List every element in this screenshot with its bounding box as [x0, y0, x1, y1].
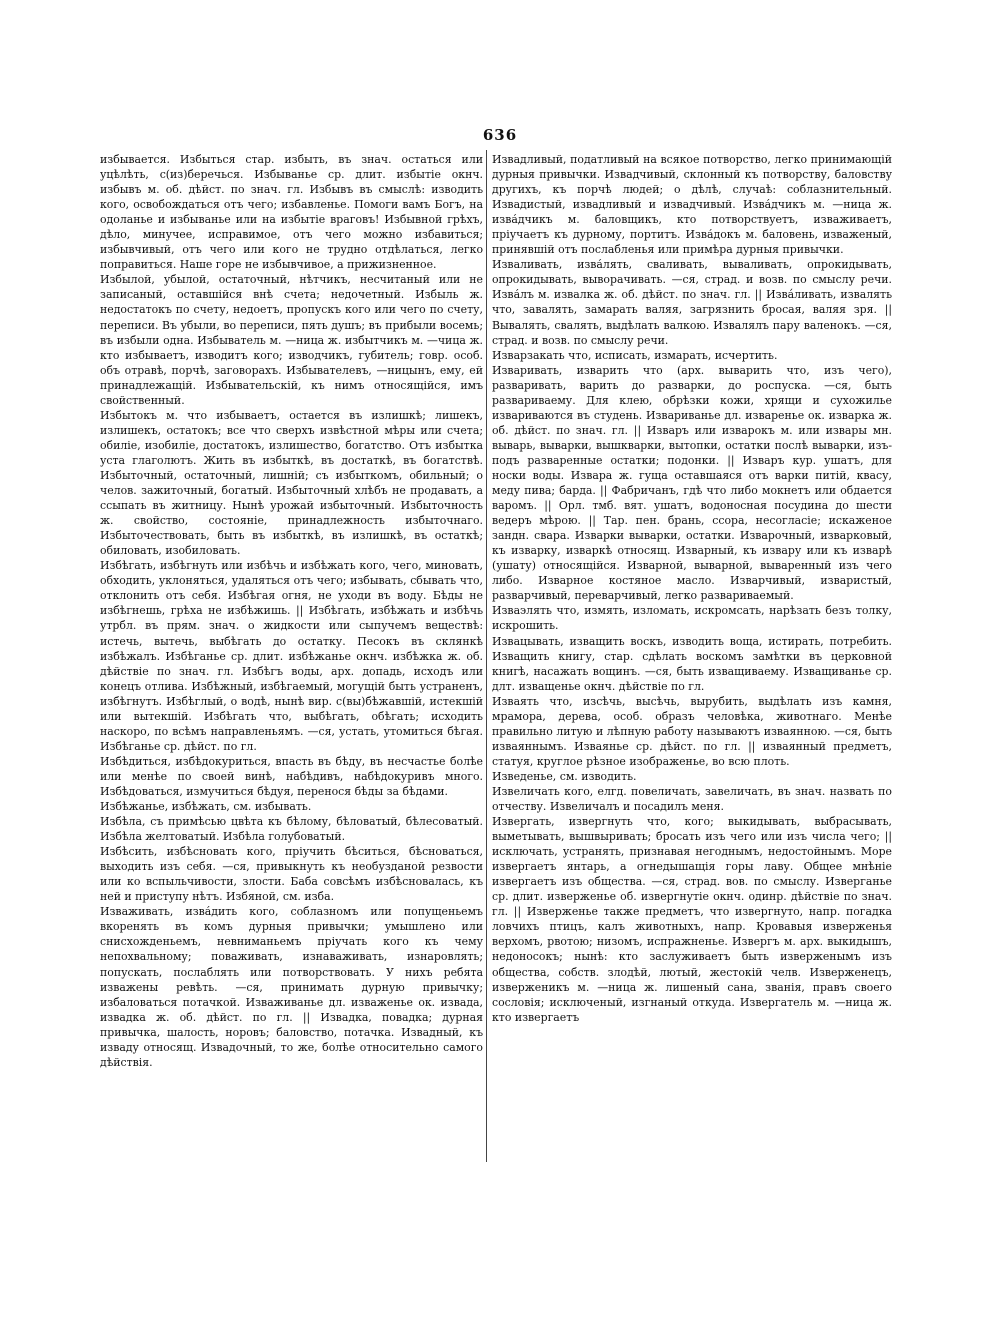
entry-paragraph: Избѣжанье, избѣжать, см. избывать. — [100, 800, 312, 814]
entry-paragraph: Изваривать, изварить что (арх. выварить что, изъ чего), разваривать, варить до разварки, до роспуска. —ся, быть развариваему. Для клею, обрѣзки кожи, хрящи и сухожилье извариваются въ студень. Извариванье дл. изваренье ок. изварка ж. об. дѣйст. по знач. гл. || Изваръ или изварокъ м. или извары мн. выварь, выварки, вышкварки, вытопки, остатки послѣ выварки, изъ-подъ разваренные остатки; подонки. || Изваръ кур. ушатъ, для носки воды. Извара ж. гуща оставшаяся отъ варки питій, квасу, меду пива; барда. || Фабричанъ, гдѣ что либо мокнетъ или обдается варомъ. || Орл. тмб. вят. ушатъ, водоносная посудина до шести ведеръ мѣрою. || Тар. пен. брань, ссора, несогласіе; искаженое зандн. свара. Изварки выварки, остатки. Изварочный, изварковый, къ изварку, изваркѣ относящ. Изварный, къ извару или къ изварѣ (ушату) относящійся. Изварной, выварной, вываренный изъ чего либо. Изварное костяное масло. Изварчивый, изваристый, разварчивый, переварчивый, легко развариваемый. — [492, 363, 892, 603]
entry-paragraph: Избѣсить, избѣсновать кого, пріучить бѣситься, бѣсноваться, выходить изъ себя. —ся, привыкнуть къ необузданой резвости или ко вспыльчивости, злости. Баба совсѣмъ избѣсновалась, къ ней и приступу нѣтъ. Избяной, см. изба. — [100, 845, 483, 904]
entry-paragraph: Избѣгать, избѣгнуть или избѣчь и избѣжать кого, чего, миновать, обходить, уклоняться, удаляться отъ чего; избывать, сбывать что, отклонить отъ себя. Избѣгая огня, не уходи въ воду. Бѣды не избѣгнешь, грѣха не избѣжишь. || Избѣгать, избѣжать и избѣчь утрбл. въ прям. знач. о жидкости или сыпучемъ веществѣ: истечь, вытечь, выбѣгать до остатку. Песокъ въ склянкѣ избѣжалъ. Избѣганье ср. длит. избѣжанье окнч. избѣжка ж. об. дѣйствіе по знач. гл. Избѣгъ воды, арх. допадь, исходъ или конецъ отлива. Избѣжный, избѣгаемый, могущій быть устраненъ, избѣгнутъ. Избѣглый, о водѣ, нынѣ вир. с(вы)бѣжавшій, истекшій или вытекшій. Избѣгать что, выбѣгать, обѣгать; исходить наскоро, по всѣмъ направленьямъ. —ся, устать, утомиться бѣгая. Избѣганье ср. дѣйст. по гл. — [100, 559, 483, 753]
entry-paragraph: Извацывать, изващить воскъ, изводить воща, истирать, потребить. Изващить книгу, стар. сдѣлать воскомъ замѣтки въ церковной книгѣ, насажать вощинъ. —ся, быть изващиваему. Изващиванье ср. длт. изващенье окнч. дѣйствіе по гл. — [492, 634, 892, 693]
page-number: 636 — [482, 126, 518, 144]
entry-paragraph: Извергать, извергнуть что, кого; выкидывать, выбрасывать, выметывать, вышвыривать; бросать изъ чего или изъ числа чего; || исключать, устранять, признавая негоднымъ, недостойнымъ. Море извергаетъ янтарь, а огнедышащія горы лаву. Общее мнѣніе извергаетъ изъ общества. —ся, страд. вов. по смыслу. Изверганье ср. длит. изверженье об. извергнутіе окнч. одинр. дѣйствіе по знач. гл. || Изверженье также предметъ, что извергнуто, напр. погадка ловчихъ птицъ, калъ животныхъ, напр. Кровавыя изверженья верхомъ, рвотою; низомъ, испражненье. Извергъ м. арх. выкидышъ, недоносокъ; нынѣ: кто заслуживаетъ быть изверженымъ изъ общества, собств. злодѣй, лютый, жестокій челв. Изверженецъ, изверженикъ м. —ница ж. лишеный сана, званія, правъ своего сословія; исключеный, изгнаный откуда. Извергатель м. —ница ж. кто извергаетъ — [492, 815, 892, 1024]
entry-paragraph: Извадливый, податливый на всякое потворство, легко принимающій дурныя привычки. Извадчивый, склонный къ потворству, баловству другихъ, къ порчѣ людей; о дѣлѣ, случаѣ: соблазнительный. Извадистый, извадливый и извадчивый. Изва́дчикъ м. —ница ж. изва́дчикъ м. баловщикъ, кто потворствуетъ, изваживаетъ, пріучаетъ къ дурному, портитъ. Изва́докъ м. баловень, изваженый, принявшій отъ послабленья или примѣра дурныя привычки. — [492, 153, 892, 257]
entry-paragraph: Изваживать, изва́дить кого, соблазномъ или попущеньемъ вкоренять въ комъ дурныя привычки; умышлено или снисхожденьемъ, невниманьемъ пріучать кого къ чему непохвальному; поваживать, изнаваживать, изнаровлять; попускать, послаблять или потворствовать. У нихъ ребята изважены ревѣть. —ся, принимать дурную привычку; избаловаться потачкой. Изваживанье дл. изваженье ок. извада, извадка ж. об. дѣйст. по гл. || Извадка, повадка; дурная привычка, шалость, норовъ; баловство, потачка. Извадный, къ изваду относящ. Извадочный, то же, болѣе относительно самого дѣйствія. — [100, 905, 483, 1069]
right-column — [492, 152, 892, 1025]
entry-paragraph: избывается. Избыться стар. избыть, въ знач. остаться или уцѣлѣть, с(из)беречься. Избыванье ср. длит. избытіе окнч. избывъ м. об. дѣйст. по знач. гл. Избывъ въ смыслѣ: изводить кого, освобождаться отъ чего; избавленье. Помоги вамъ Богъ, на одоланье и избыванье или на избытіе враговъ! Избывной грѣхъ, дѣло, минучее, исправимое, отъ чего можно избавиться; избывчивый, отъ чего или кого не трудно отдѣлаться, легко поправиться. Наше горе не избывчивое, а прижизненное. — [100, 153, 483, 272]
entry-paragraph: Изваять что, изсѣчь, высѣчь, вырубить, выдѣлать изъ камня, мрамора, дерева, особ. образъ человѣка, животнаго. Менѣе правильно литую и лѣпную работу называютъ изваянною. —ся, быть изваяннымъ. Изваянье ср. дѣйст. по гл. || изваянный предметъ, статуя, круглое рѣзное изображенье, во всю плоть. — [492, 694, 892, 768]
entry-paragraph: Изваливать, изва́лять, сваливать, вываливать, опрокидывать, опрокидывать, выворачивать. —ся, страд. и возв. по смыслу речи. Изва́лъ м. извалка ж. об. дѣйст. по знач. гл. || Извáливать, извалять что, завалять, замарать валяя, загрязнить бросая, валяя зря. || Вывалять, свалять, выдѣлать валкою. Извалялъ пару валенокъ. —ся, страд. и возв. по смыслу речи. — [492, 258, 892, 347]
entry-paragraph: Избылой, убылой, остаточный, нѣтчикъ, несчитаный или не записаный, оставшійся внѣ счета; недочетный. Избыль ж. недостатокъ по счету, недоетъ, пропускъ кого или чего по счету, переписи. Въ убыли, во переписи, пять душъ; въ прибыли восемь; въ избыли одна. Избыватель м. —ница ж. избытчикъ м. —чица ж. кто избываетъ, изводитъ кого; изводчикъ, губитель; говр. особ. объ отравѣ, порчѣ, заговорахъ. Избывателевъ, —ницынъ, ему, ей принадлежащій. Избывательскій, къ нимъ относящійся, имъ свойственный. — [100, 273, 483, 407]
entry-paragraph: Избытокъ м. что избываетъ, остается въ излишкѣ; лишекъ, излишекъ, остатокъ; все что сверхъ извѣстной мѣры или счета; обиліе, изобиліе, достатокъ, излишество, богатство. Отъ избытка уста глаголютъ. Жить въ избыткѣ, въ достаткѣ, въ богатствѣ. Избыточный, остаточный, лишній; съ избыткомъ, обильный; о челов. зажиточный, богатый. Избыточный хлѣбъ не продавать, а ссыпать въ житницу. Нынѣ урожай избыточный. Избыточность ж. свойство, состояніе, принадлежность избыточнаго. Избыточествовать, быть въ избыткѣ, въ излишкѣ, въ остаткѣ; обиловать, изобиловать. — [100, 408, 483, 558]
entry-paragraph: Извеличать кого, елгд. повеличать, завеличать, въ знач. назвать по отчеству. Извеличалъ и посадилъ меня. — [492, 784, 892, 814]
entry-paragraph: Избѣдиться, избѣдокуриться, впасть въ бѣду, въ несчастье болѣе или менѣе по своей винѣ, набѣдивъ, набѣдокуривъ много. Избѣдоваться, измучиться бѣдуя, перенося бѣды за бѣдами. — [100, 754, 483, 798]
entry-paragraph: Изварзакать что, исписать, измарать, исчертить. — [492, 348, 778, 362]
entry-paragraph: Избѣла, съ примѣсью цвѣта къ бѣлому, бѣловатый, бѣлесоватый. Избѣла желтоватый. Избѣла голубоватый. — [100, 815, 483, 844]
left-column — [100, 152, 483, 1070]
entry-paragraph: Изваэлять что, измять, изломать, искромсать, нарѣзать безъ толку, искрошить. — [492, 604, 892, 633]
column-divider — [486, 150, 487, 1162]
entry-paragraph: Изведенье, см. изводить. — [492, 769, 637, 783]
